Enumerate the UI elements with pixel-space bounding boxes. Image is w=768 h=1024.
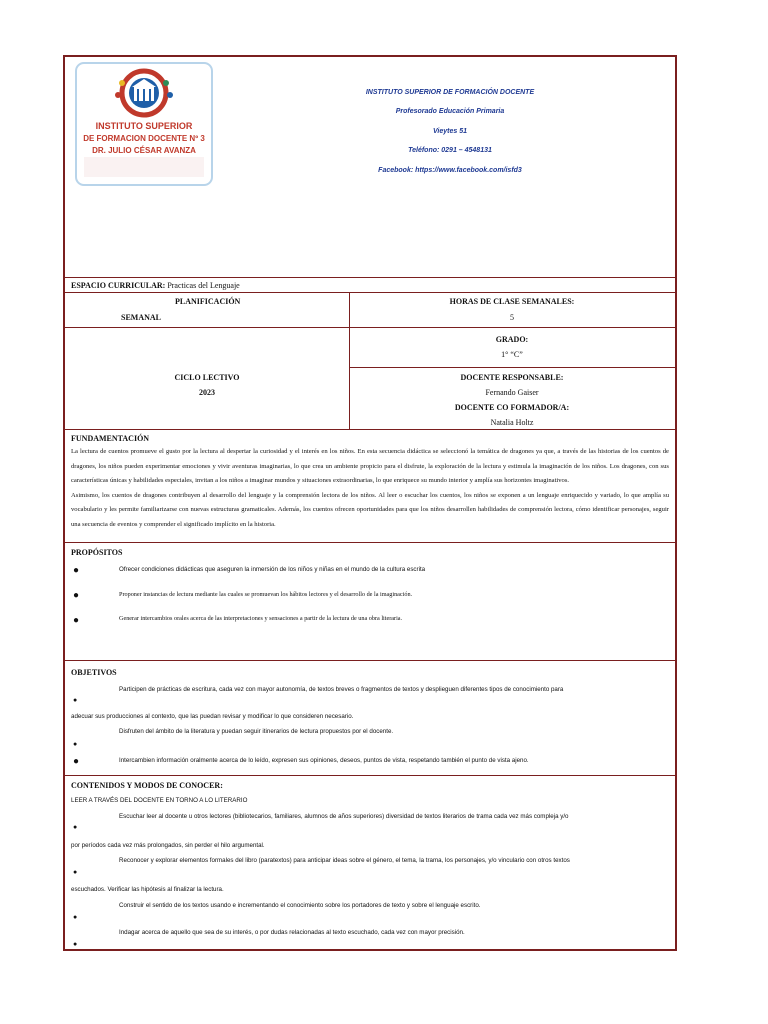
objetivos-title: OBJETIVOS (71, 668, 117, 677)
bullet-icon: ● (73, 940, 78, 948)
contenido-item-1b: por períodos cada vez más prolongados, sin perder el hilo argumental. (71, 842, 265, 849)
contenido-item-2b: escuchados. Verificar las hipótesis al finalizar la lectura. (71, 886, 224, 893)
contenidos-title: CONTENIDOS Y MODOS DE CONOCER: (71, 781, 223, 790)
bullet-icon: ● (73, 756, 80, 767)
docente-label: DOCENTE RESPONSABLE: (460, 373, 564, 382)
info-row-2 (349, 328, 675, 368)
grado-label: GRADO: (495, 335, 529, 344)
fundamentacion-title: FUNDAMENTACIÓN (71, 434, 150, 443)
info-row-3 (65, 368, 675, 430)
address: Vieytes 51 (433, 127, 467, 135)
docente-value: Fernando Gaiser (485, 388, 539, 397)
bullet-icon: ● (73, 740, 78, 748)
contenidos-subtitle: LEER A TRAVÉS DEL DOCENTE EN TORNO A LO LITERARIO (71, 797, 248, 804)
fundamentacion-p2: Asimismo, los cuentos de dragones contribuyen al desarrollo del lenguaje y la comprensión lectora de los niños. Al leer o escuchar los cuentos, los niños se exponen a un lenguaje enriquecido y variado, lo que amplía su vocabulario y les permite familiarizarse con nuevas estructuras gramaticales. Además, los cuentos ofrecen oportunidades para que los niños desarrollen habilidades de comprensión lectora, cómo identificar personajes, seguir una secuencia de eventos y comprender el significado implícito en la historia. (71, 491, 669, 528)
contenido-item-3: Construir el sentido de los textos usando e incrementando el conocimiento sobre los portadores de texto y sobre el lenguaje escrito. (119, 902, 481, 909)
planificacion-value: SEMANAL (121, 313, 162, 322)
logo-line3: DR. JULIO CÉSAR AVANZA (92, 146, 196, 155)
proposito-item-1: Ofrecer condiciones didácticas que aseguren la inmersión de los niños y niñas en el mundo de la cultura escrita (119, 566, 426, 573)
horas-label: HORAS DE CLASE SEMANALES: (449, 297, 575, 306)
bullet-icon: ● (73, 590, 80, 601)
curricular-value: Practicas del Lenguaje (165, 281, 240, 290)
planificacion-label: PLANIFICACIÓN (175, 297, 241, 306)
objetivo-item-1a: Participen de prácticas de escritura, cada vez con mayor autonomía, de textos breves o fragmentos de textos y desplieguen diferentes tipos de conocimiento para (119, 686, 564, 693)
header-section (65, 57, 675, 278)
bullet-icon: ● (73, 823, 78, 831)
coformador-label: DOCENTE CO FORMADOR/A: (454, 403, 570, 412)
objetivo-item-2: Disfruten del ámbito de la literatura y puedan seguir itinerarios de lectura propuestos por el docente. (119, 728, 394, 735)
coformador-value: Natalia Holtz (490, 418, 534, 427)
facebook-link[interactable]: Facebook: https://www.facebook.com/isfd3 (378, 166, 522, 174)
propositos-section (65, 543, 675, 661)
proposito-item-2: Proponer instancias de lectura mediante las cuales se promuevan los hábitos lectores y el desarrollo de la imaginación. (119, 591, 413, 598)
horas-value: 5 (510, 313, 514, 322)
curricular-label: ESPACIO CURRICULAR: (71, 281, 166, 290)
objetivos-section (65, 661, 675, 776)
document-page (63, 55, 677, 951)
contenido-item-1a: Escuchar leer al docente u otros lectores (bibliotecarios, familiares, alumnos de años superiores) diversidad de textos literarios de trama cada vez más compleja y/o (119, 813, 569, 820)
grado-value: 1° “C” (501, 350, 523, 359)
fundamentacion-p1: La lectura de cuentos promueve el gusto por la lectura al despertar la curiosidad y el interés en los niños. En esta secuencia didáctica se seleccionó la temática de dragones ya que, a través de las historias de los cuentos de dragones, los niños pueden experimentar emociones y vivir aventuras imaginarias, lo que crea un ambiente propicio para el disfrute, la exploración de la lectura y estimula la imaginación de los niños. Los dragones, con sus características únicas y habilidades especiales, invitan a los niños a imaginar mundos y situaciones extraordinarias, lo que enriquece su mundo interior y amplía sus horizontes imaginativos. (71, 448, 669, 485)
bullet-icon: ● (73, 696, 78, 704)
logo-line1: INSTITUTO SUPERIOR (95, 121, 193, 131)
info-row-1 (65, 293, 675, 328)
bullet-icon: ● (73, 615, 80, 626)
phone: Teléfono: 0291 – 4548131 (408, 147, 492, 155)
institute-info (295, 83, 605, 180)
ciclo-value: 2023 (199, 388, 215, 397)
objetivo-item-3: Intercambien información oralmente acerca de lo leído, expresen sus opiniones, deseos, puntos de vista, respetando también el punto de vista ajeno. (119, 757, 529, 764)
proposito-item-3: Generar intercambios orales acerca de las interpretaciones y sensaciones a partir de la lectura de una obra literaria. (119, 615, 403, 622)
institute-logo (74, 61, 214, 189)
logo-line2: DE FORMACION DOCENTE Nº 3 (83, 134, 205, 143)
info-divider (349, 293, 350, 430)
bullet-icon: ● (73, 913, 78, 921)
program-name: Profesorado Educación Primaria (395, 108, 505, 116)
fundamentacion-body (71, 445, 669, 533)
objetivo-item-1b: adecuar sus producciones al contexto, que las puedan revisar y modificar lo que consideren necesario. (71, 713, 354, 720)
ciclo-label: CICLO LECTIVO (174, 373, 240, 382)
institute-name: INSTITUTO SUPERIOR DE FORMACIÓN DOCENTE (365, 89, 535, 96)
curricular-line (71, 281, 240, 290)
bullet-icon: ● (73, 868, 78, 876)
propositos-title: PROPÓSITOS (71, 548, 123, 557)
contenidos-section (65, 776, 675, 949)
contenido-item-2a: Reconocer y explorar elementos formales del libro (paratextos) para anticipar ideas sobre el género, el tema, la trama, los personajes, y/o vinculario con otros textos (119, 857, 570, 864)
fundamentacion-section (65, 430, 675, 543)
curricular-row (65, 278, 675, 293)
bullet-icon: ● (73, 565, 80, 576)
contenido-item-4: Indagar acerca de aquello que sea de su interés, o por dudas relacionadas al texto escuchado, cada vez con mayor precisión. (119, 929, 465, 936)
